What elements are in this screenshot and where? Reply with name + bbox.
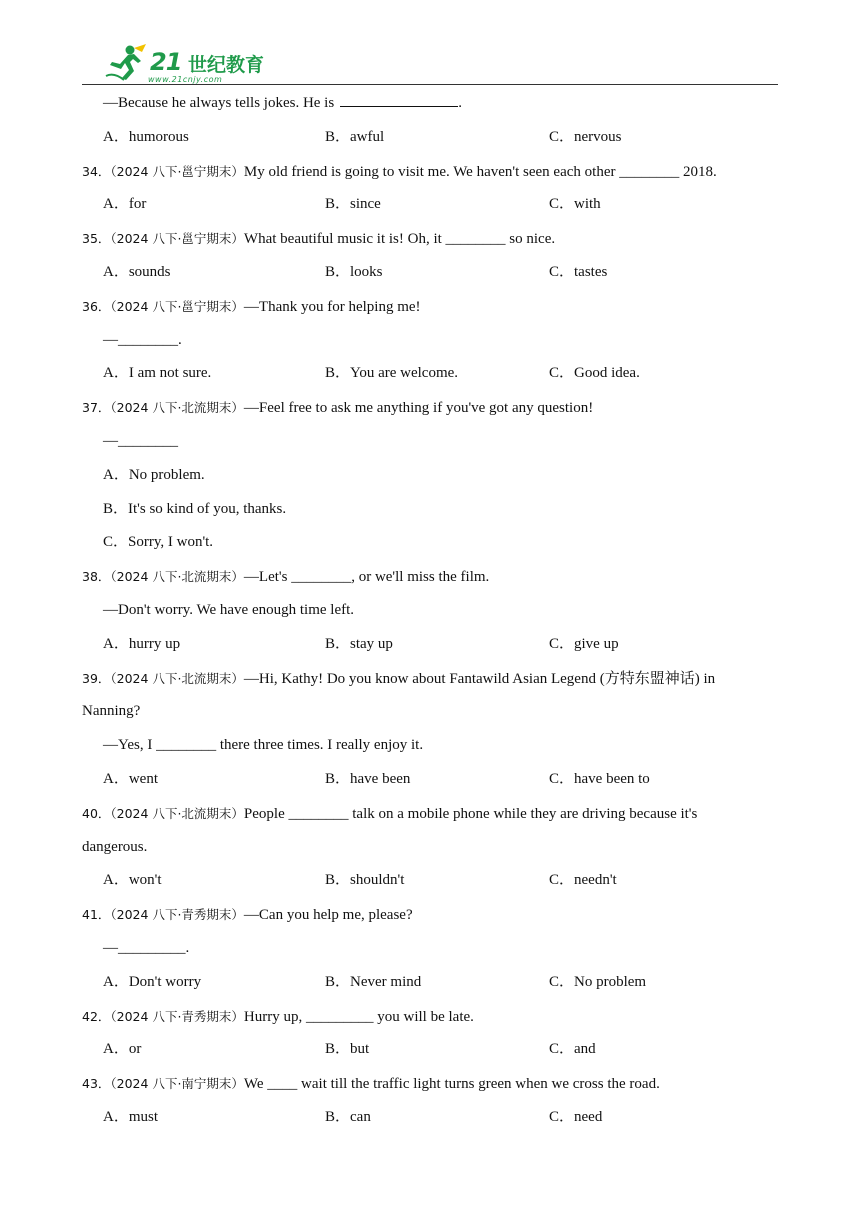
q39-stem-continued: Nanning? [82, 703, 141, 720]
q39-stem [82, 662, 778, 696]
q37-reply: —________ [103, 432, 178, 449]
q42-option-b[interactable]: B．but [325, 1041, 370, 1058]
q36-number: 36． [82, 298, 111, 314]
q42-text: Hurry up, _________ you will be late. [243, 1008, 474, 1025]
q37-number: 37． [82, 400, 111, 416]
runner-logo-icon [102, 44, 148, 84]
q35-stem [82, 222, 778, 256]
q42-number: 42． [82, 1008, 111, 1024]
logo [102, 42, 272, 84]
q37-option-c[interactable]: C．Sorry, I won't. [103, 534, 214, 551]
q33-option-c[interactable]: C．nervous [549, 128, 622, 145]
q35-number: 35． [82, 231, 111, 247]
q41-options [82, 966, 778, 1000]
q38-option-a[interactable]: A．hurry up [103, 635, 181, 652]
q42-stem [82, 1000, 778, 1034]
q43-options [82, 1101, 778, 1135]
q43-option-a[interactable]: A．must [103, 1108, 159, 1125]
q39-option-a[interactable]: A．went [103, 770, 158, 787]
q33-continuation [82, 87, 778, 121]
q38-source: （2024 八下·北流期末） [110, 569, 244, 585]
q39-source: （2024 八下·北流期末） [110, 670, 244, 686]
q33-text: —Because he always tells jokes. He is [103, 95, 335, 111]
q38-text: —Let's ________, or we'll miss the film. [243, 569, 490, 586]
q40-options [82, 864, 778, 898]
q38-reply: —Don't worry. We have enough time left. [103, 601, 355, 618]
q33-options [82, 121, 778, 155]
q36-option-a[interactable]: A．I am not sure. [103, 365, 212, 382]
q40-option-a[interactable]: A．won't [103, 872, 162, 889]
q42-option-c[interactable]: C．and [549, 1041, 596, 1058]
answer-blank [340, 92, 458, 107]
q35-text: What beautiful music it is! Oh, it ________ so nice. [243, 231, 556, 248]
q41-option-b[interactable]: B．Never mind [325, 973, 422, 990]
q33-option-a[interactable]: A．humorous [103, 128, 189, 145]
q42-option-a[interactable]: A．or [103, 1041, 142, 1058]
q38-options [82, 628, 778, 662]
q41-source: （2024 八下·青秀期末） [110, 907, 244, 923]
q43-option-c[interactable]: C．need [549, 1108, 603, 1125]
q40-option-c[interactable]: C．needn't [549, 872, 617, 889]
q39-reply: —Yes, I ________ there three times. I really enjoy it. [103, 737, 424, 754]
q39-text: —Hi, Kathy! Do you know about Fantawild Asian Legend (方特东盟神话) in [243, 670, 716, 687]
q42-source: （2024 八下·青秀期末） [110, 1008, 244, 1024]
q43-number: 43． [82, 1076, 111, 1092]
q35-option-b[interactable]: B．looks [325, 263, 383, 280]
q36-reply: —________. [103, 331, 182, 348]
question-list [82, 87, 778, 1135]
q41-text: —Can you help me, please? [243, 907, 413, 924]
q41-option-c[interactable]: C．No problem [549, 973, 647, 990]
q34-option-b[interactable]: B．since [325, 196, 381, 213]
q36-options [82, 357, 778, 391]
q40-number: 40． [82, 805, 111, 821]
q33-period: . [458, 95, 462, 111]
q36-text: —Thank you for helping me! [243, 298, 421, 315]
header-divider [82, 84, 778, 85]
q35-source: （2024 八下·邕宁期末） [110, 231, 244, 247]
q39-option-c[interactable]: C．have been to [549, 770, 650, 787]
logo-url: www.21cnjy.com [148, 75, 223, 84]
q43-stem [82, 1067, 778, 1101]
q36-option-b[interactable]: B．You are welcome. [325, 365, 459, 382]
q34-source: （2024 八下·邕宁期末） [110, 163, 244, 179]
q34-text: My old friend is going to visit me. We haven't seen each other ________ 2018. [243, 163, 717, 180]
q34-stem [82, 155, 778, 189]
q38-stem [82, 560, 778, 594]
q43-source: （2024 八下·南宁期末） [110, 1076, 244, 1092]
q43-option-b[interactable]: B．can [325, 1108, 371, 1125]
q43-text: We ____ wait till the traffic light turns green when we cross the road. [243, 1076, 660, 1093]
q36-source: （2024 八下·邕宁期末） [110, 298, 244, 314]
q40-stem-continued: dangerous. [82, 838, 148, 855]
q41-stem [82, 898, 778, 932]
q38-option-b[interactable]: B．stay up [325, 635, 393, 652]
q37-source: （2024 八下·北流期末） [110, 400, 244, 416]
q39-option-b[interactable]: B．have been [325, 770, 411, 787]
q39-options [82, 763, 778, 797]
q37-stem [82, 391, 778, 425]
q40-text: People ________ talk on a mobile phone while they are driving because it's [243, 805, 698, 822]
q42-options [82, 1033, 778, 1067]
q37-option-b[interactable]: B．It's so kind of you, thanks. [103, 500, 287, 517]
q34-options [82, 188, 778, 222]
q37-option-a[interactable]: A．No problem. [103, 466, 205, 483]
q41-option-a[interactable]: A．Don't worry [103, 973, 202, 990]
q40-source: （2024 八下·北流期末） [110, 805, 244, 821]
q38-option-c[interactable]: C．give up [549, 635, 619, 652]
q34-option-c[interactable]: C．with [549, 196, 601, 213]
q41-reply: —_________. [103, 939, 190, 956]
logo-chinese-text: 世纪教育 [188, 54, 265, 76]
q40-stem [82, 797, 778, 831]
q36-option-c[interactable]: C．Good idea. [549, 365, 640, 382]
q36-stem [82, 290, 778, 324]
q35-options [82, 256, 778, 290]
q37-text: —Feel free to ask me anything if you've got any question! [243, 400, 594, 417]
q34-number: 34． [82, 163, 111, 179]
q39-number: 39． [82, 670, 111, 686]
logo-number: 21 [150, 48, 182, 76]
q40-option-b[interactable]: B．shouldn't [325, 872, 405, 889]
q38-number: 38． [82, 569, 111, 585]
q33-option-b[interactable]: B．awful [325, 128, 385, 145]
q35-option-c[interactable]: C．tastes [549, 263, 608, 280]
page-header [82, 40, 778, 86]
q41-number: 41． [82, 907, 111, 923]
q34-option-a[interactable]: A．for [103, 196, 147, 213]
q35-option-a[interactable]: A．sounds [103, 263, 171, 280]
